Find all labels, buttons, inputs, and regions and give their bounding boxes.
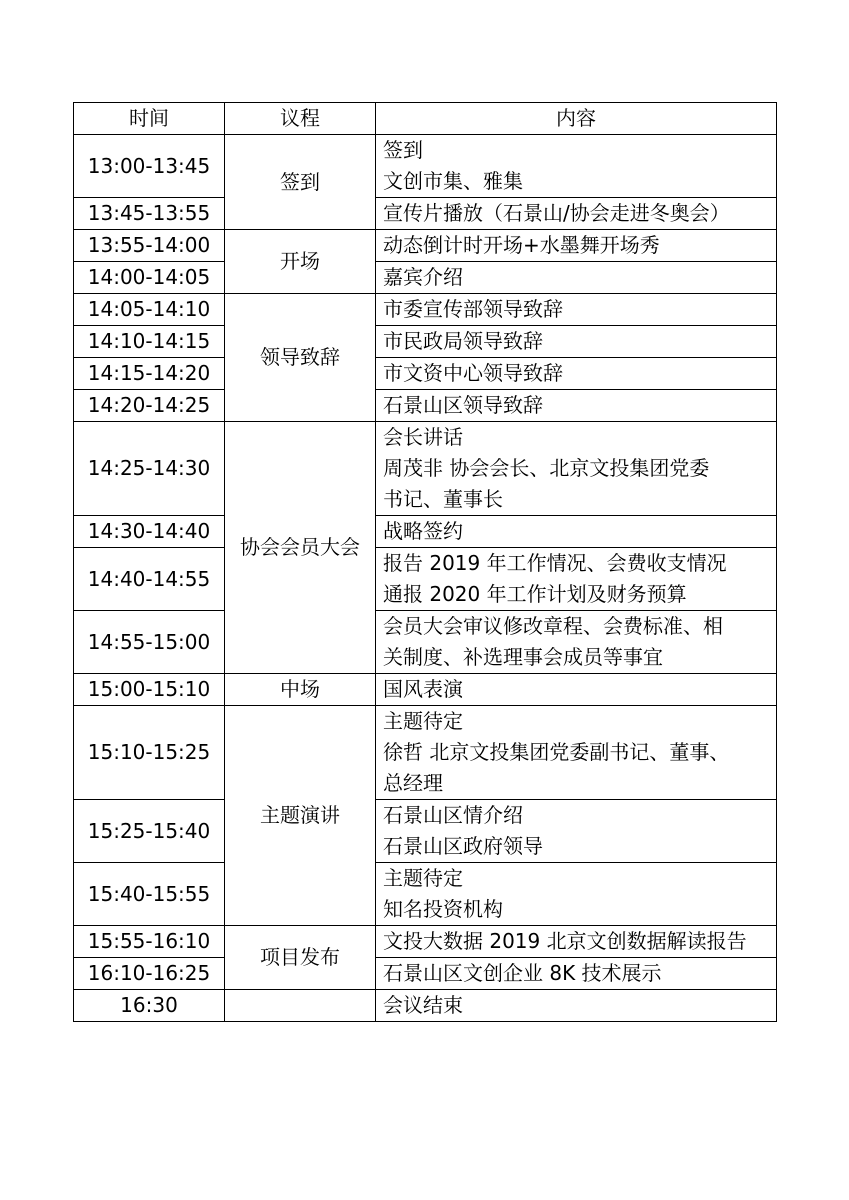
- table-row: [74, 706, 777, 800]
- content-cell: [376, 262, 777, 294]
- table-row: [74, 926, 777, 958]
- table-row: [74, 990, 777, 1022]
- content-line: 会长讲话: [383, 425, 463, 449]
- header-content: 内容: [376, 103, 777, 135]
- content-cell: [376, 390, 777, 422]
- time-cell: 13:55-14:00: [74, 230, 225, 262]
- table-row: [74, 863, 777, 926]
- agenda-table: [73, 102, 777, 1022]
- agenda-cell: 主题演讲: [225, 706, 376, 926]
- content-line: 石景山区领导致辞: [383, 393, 543, 417]
- content-cell: [376, 294, 777, 326]
- table-row: [74, 198, 777, 230]
- table-row: [74, 611, 777, 674]
- table-row: [74, 800, 777, 863]
- time-cell: 14:15-14:20: [74, 358, 225, 390]
- content-cell: [376, 958, 777, 990]
- time-cell: 14:30-14:40: [74, 516, 225, 548]
- content-line: 石景山区政府领导: [383, 834, 543, 858]
- time-cell: 15:25-15:40: [74, 800, 225, 863]
- content-line: 徐哲 北京文投集团党委副书记、董事、: [383, 740, 730, 764]
- agenda-cell: 签到: [225, 135, 376, 230]
- table-row: [74, 390, 777, 422]
- time-cell: 14:55-15:00: [74, 611, 225, 674]
- header-time: 时间: [74, 103, 225, 135]
- content-line: 国风表演: [383, 677, 463, 701]
- agenda-body: [74, 135, 777, 1022]
- time-cell: 14:10-14:15: [74, 326, 225, 358]
- header-row: [74, 103, 777, 135]
- content-cell: [376, 135, 777, 198]
- content-line: 总经理: [383, 771, 443, 795]
- content-line: 周茂非 协会会长、北京文投集团党委: [383, 456, 710, 480]
- content-cell: [376, 422, 777, 516]
- time-cell: 13:00-13:45: [74, 135, 225, 198]
- content-cell: [376, 548, 777, 611]
- content-line: 动态倒计时开场+水墨舞开场秀: [383, 233, 660, 257]
- content-cell: [376, 926, 777, 958]
- time-cell: 15:55-16:10: [74, 926, 225, 958]
- content-line: 市民政局领导致辞: [383, 329, 543, 353]
- time-cell: 13:45-13:55: [74, 198, 225, 230]
- content-line: 石景山区情介绍: [383, 803, 523, 827]
- content-line: 书记、董事长: [383, 487, 503, 511]
- table-row: [74, 958, 777, 990]
- table-row: [74, 516, 777, 548]
- content-line: 宣传片播放（石景山/协会走进冬奥会）: [383, 201, 730, 225]
- content-line: 关制度、补选理事会成员等事宜: [383, 645, 663, 669]
- table-row: [74, 358, 777, 390]
- content-line: 文创市集、雅集: [383, 169, 523, 193]
- content-line: 报告 2019 年工作情况、会费收支情况: [383, 551, 727, 575]
- content-line: 市委宣传部领导致辞: [383, 297, 563, 321]
- content-cell: [376, 706, 777, 800]
- agenda-cell: 开场: [225, 230, 376, 294]
- table-row: [74, 294, 777, 326]
- agenda-cell: 协会会员大会: [225, 422, 376, 674]
- time-cell: 16:10-16:25: [74, 958, 225, 990]
- content-line: 主题待定: [383, 709, 463, 733]
- content-cell: [376, 358, 777, 390]
- time-cell: 14:05-14:10: [74, 294, 225, 326]
- content-line: 通报 2020 年工作计划及财务预算: [383, 582, 687, 606]
- time-cell: 14:40-14:55: [74, 548, 225, 611]
- content-line: 会议结束: [383, 993, 463, 1017]
- content-line: 文投大数据 2019 北京文创数据解读报告: [383, 929, 747, 953]
- time-cell: 14:00-14:05: [74, 262, 225, 294]
- table-row: [74, 674, 777, 706]
- content-cell: [376, 611, 777, 674]
- content-cell: [376, 516, 777, 548]
- content-cell: [376, 800, 777, 863]
- time-cell: 15:40-15:55: [74, 863, 225, 926]
- content-cell: [376, 230, 777, 262]
- time-cell: 15:10-15:25: [74, 706, 225, 800]
- agenda-cell: 中场: [225, 674, 376, 706]
- table-row: [74, 230, 777, 262]
- table-row: [74, 422, 777, 516]
- content-line: 嘉宾介绍: [383, 265, 463, 289]
- time-cell: 14:25-14:30: [74, 422, 225, 516]
- table-row: [74, 326, 777, 358]
- agenda-cell: [225, 990, 376, 1022]
- content-line: 主题待定: [383, 866, 463, 890]
- content-line: 战略签约: [383, 519, 463, 543]
- table-row: [74, 548, 777, 611]
- time-cell: 14:20-14:25: [74, 390, 225, 422]
- content-line: 会员大会审议修改章程、会费标准、相: [383, 614, 723, 638]
- content-cell: [376, 198, 777, 230]
- time-cell: 15:00-15:10: [74, 674, 225, 706]
- content-cell: [376, 990, 777, 1022]
- content-cell: [376, 863, 777, 926]
- agenda-cell: 项目发布: [225, 926, 376, 990]
- content-cell: [376, 326, 777, 358]
- content-cell: [376, 674, 777, 706]
- table-row: [74, 262, 777, 294]
- time-cell: 16:30: [74, 990, 225, 1022]
- content-line: 知名投资机构: [383, 897, 503, 921]
- agenda-cell: 领导致辞: [225, 294, 376, 422]
- content-line: 签到: [383, 138, 423, 162]
- header-agenda: 议程: [225, 103, 376, 135]
- content-line: 市文资中心领导致辞: [383, 361, 563, 385]
- table-row: [74, 135, 777, 198]
- content-line: 石景山区文创企业 8K 技术展示: [383, 961, 662, 985]
